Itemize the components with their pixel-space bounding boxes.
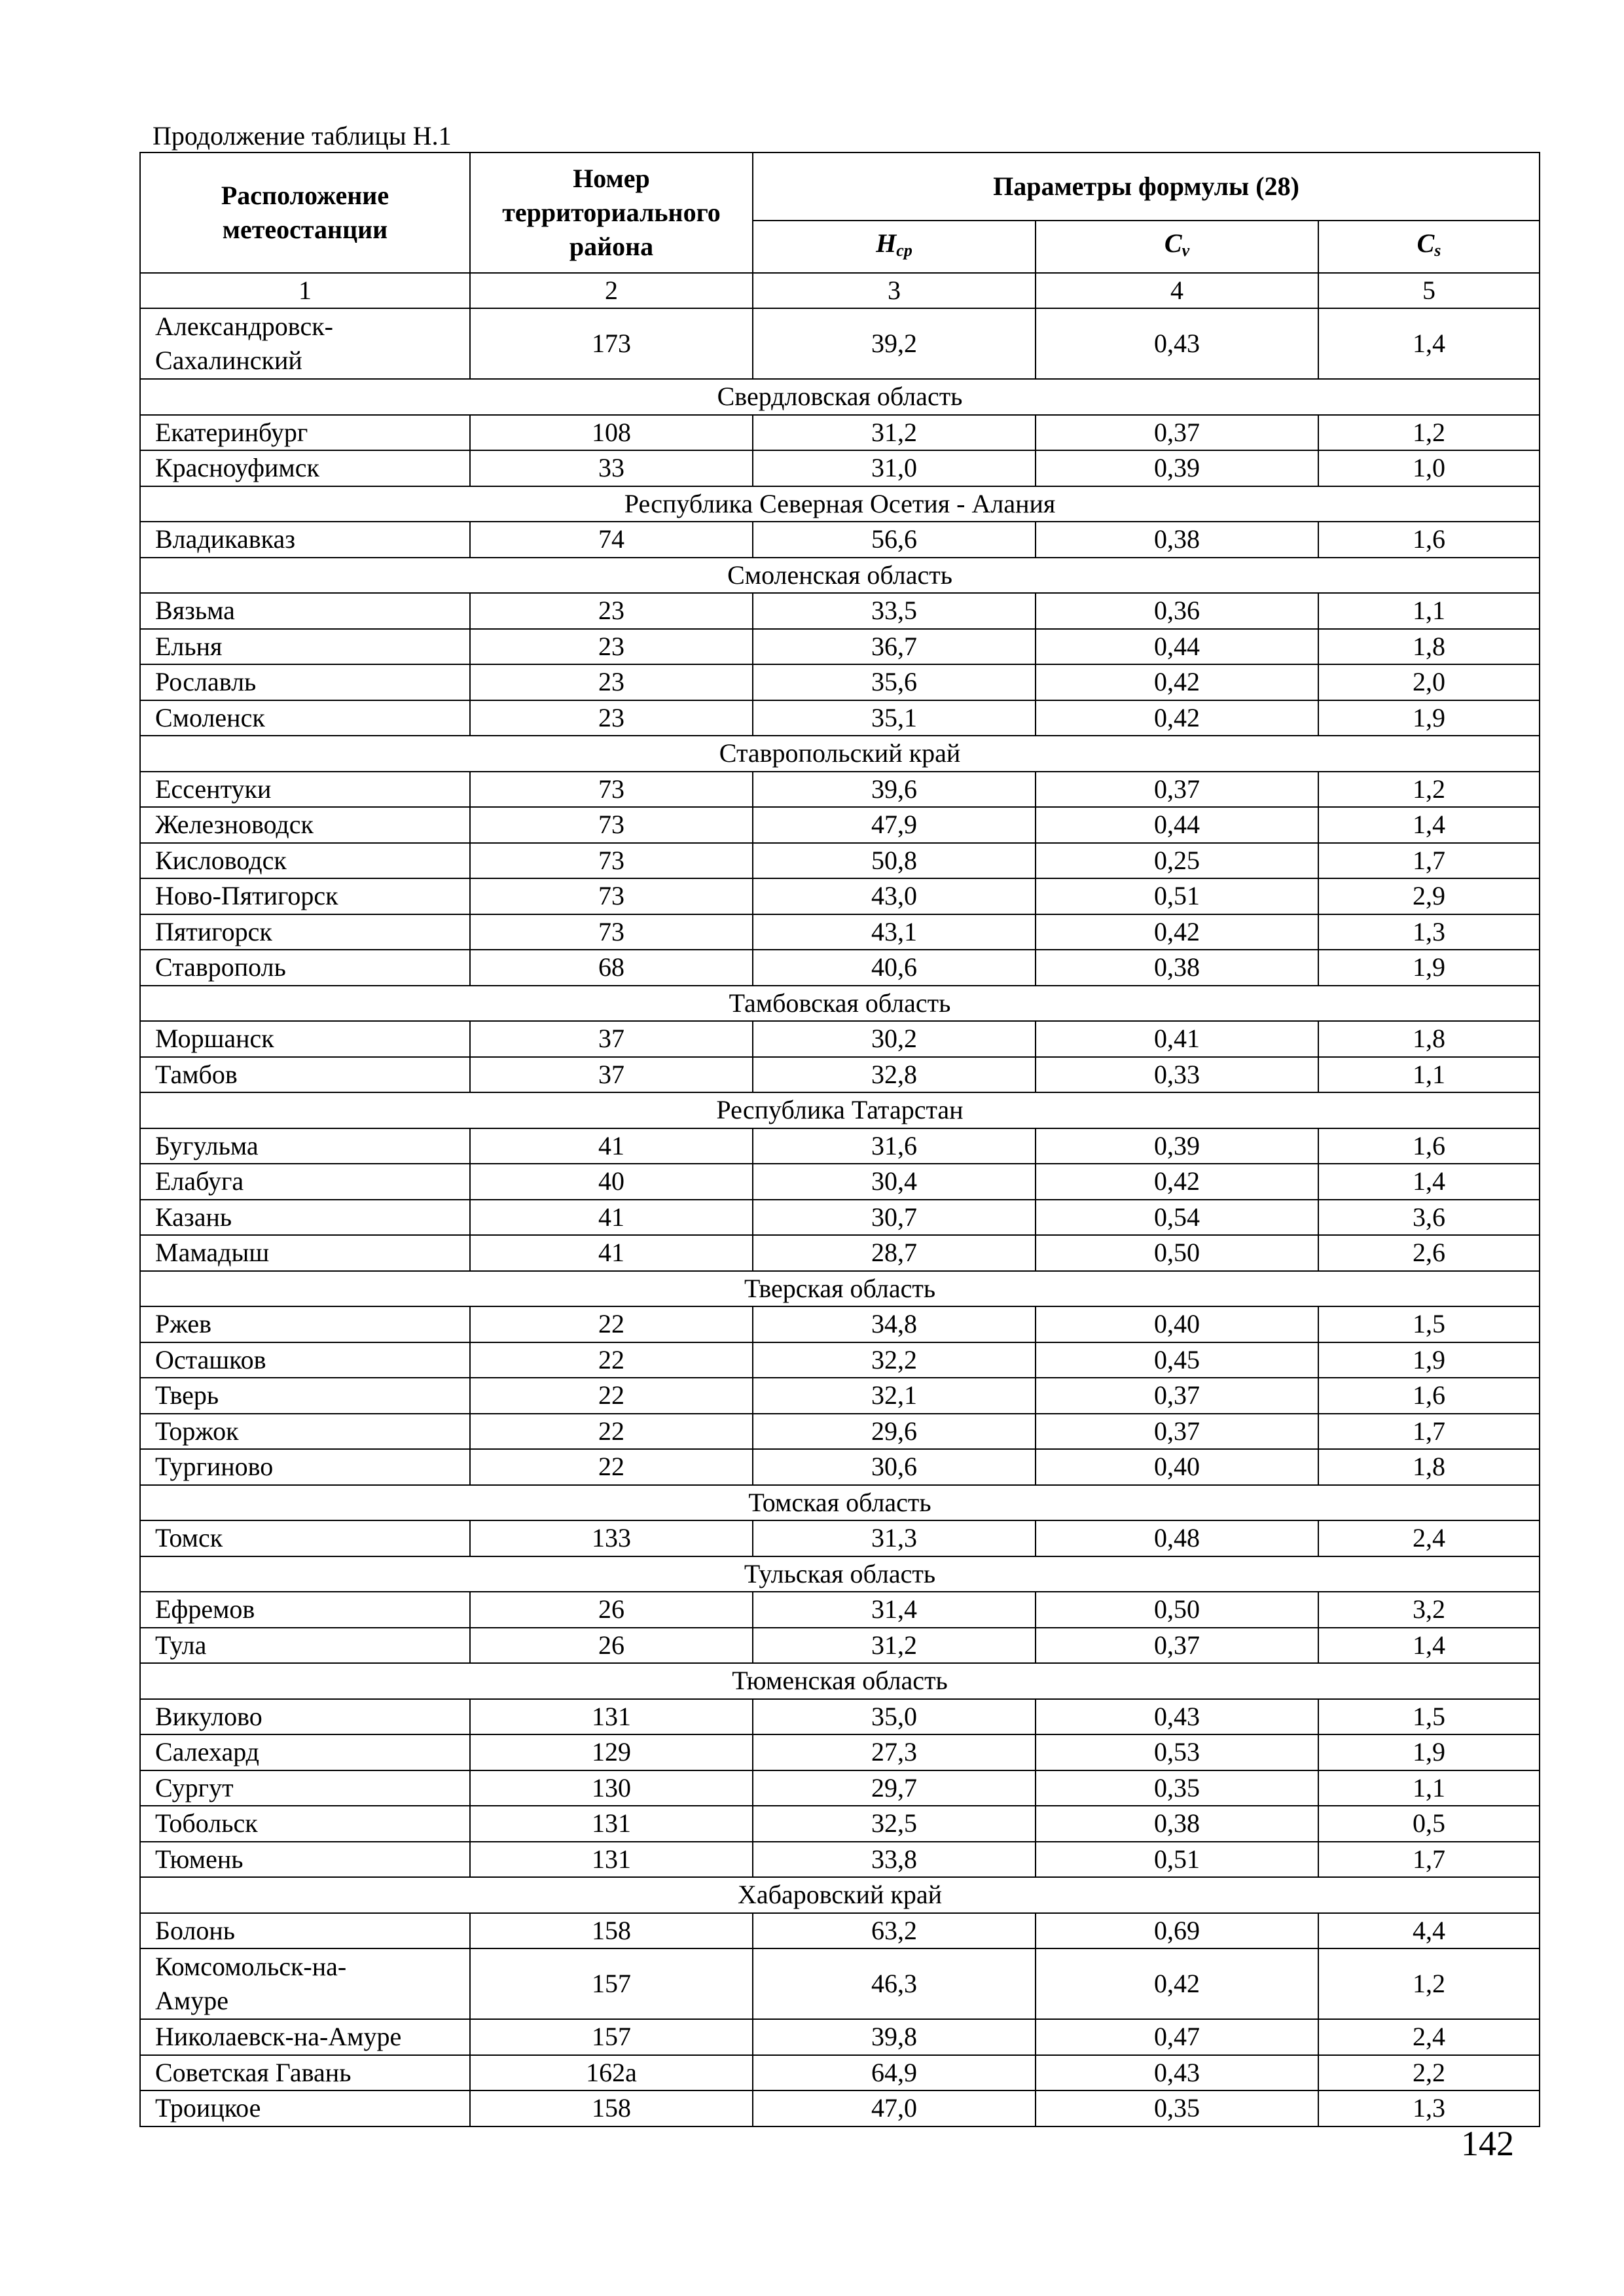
cv-cell: 0,51 bbox=[1036, 1842, 1318, 1878]
cv-cell: 0,25 bbox=[1036, 843, 1318, 879]
h-avg-cell: 31,2 bbox=[753, 1628, 1036, 1664]
h-avg-cell: 32,1 bbox=[753, 1378, 1036, 1414]
table-row bbox=[140, 1235, 1540, 1271]
cv-cell: 0,38 bbox=[1036, 522, 1318, 558]
column-number-row bbox=[140, 273, 1540, 308]
station-name-cell: Железноводск bbox=[140, 807, 470, 843]
cs-cell: 2,4 bbox=[1318, 1520, 1540, 1556]
region-group-label: Хабаровский край bbox=[140, 1877, 1540, 1913]
h-avg-cell: 39,2 bbox=[753, 308, 1036, 379]
cs-cell: 1,7 bbox=[1318, 1414, 1540, 1450]
region-number-cell: 131 bbox=[470, 1806, 753, 1842]
region-group-row bbox=[140, 1092, 1540, 1128]
region-number-cell: 158 bbox=[470, 1913, 753, 1949]
h-avg-cell: 29,6 bbox=[753, 1414, 1036, 1450]
cv-cell: 0,37 bbox=[1036, 415, 1318, 451]
header-params: Параметры формулы (28) bbox=[753, 152, 1540, 221]
station-name-cell: Елабуга bbox=[140, 1164, 470, 1200]
table-row bbox=[140, 914, 1540, 950]
cv-cell: 0,33 bbox=[1036, 1057, 1318, 1093]
station-name-cell: Салехард bbox=[140, 1734, 470, 1770]
region-number-cell: 41 bbox=[470, 1200, 753, 1236]
region-number-cell: 23 bbox=[470, 629, 753, 665]
region-number-cell: 129 bbox=[470, 1734, 753, 1770]
region-number-cell: 22 bbox=[470, 1378, 753, 1414]
region-number-cell: 37 bbox=[470, 1021, 753, 1057]
region-number-cell: 68 bbox=[470, 950, 753, 986]
region-group-label: Ставропольский край bbox=[140, 736, 1540, 772]
h-avg-cell: 28,7 bbox=[753, 1235, 1036, 1271]
station-name-cell: Мамадыш bbox=[140, 1235, 470, 1271]
table-row bbox=[140, 1414, 1540, 1450]
cs-cell: 3,2 bbox=[1318, 1592, 1540, 1628]
region-number-cell: 157 bbox=[470, 2019, 753, 2055]
region-number-cell: 26 bbox=[470, 1628, 753, 1664]
station-name-cell: Тула bbox=[140, 1628, 470, 1664]
cs-cell: 1,4 bbox=[1318, 308, 1540, 379]
cv-cell: 0,37 bbox=[1036, 772, 1318, 808]
h-avg-cell: 39,8 bbox=[753, 2019, 1036, 2055]
station-name-cell: Моршанск bbox=[140, 1021, 470, 1057]
header-station: Расположение метеостанции bbox=[140, 152, 470, 273]
header-row bbox=[140, 152, 1540, 221]
region-number-cell: 162а bbox=[470, 2055, 753, 2091]
region-group-label: Тюменская область bbox=[140, 1663, 1540, 1699]
cs-cell: 1,8 bbox=[1318, 629, 1540, 665]
cs-cell: 1,5 bbox=[1318, 1699, 1540, 1735]
table-row bbox=[140, 308, 1540, 379]
header-cs bbox=[1318, 221, 1540, 273]
h-avg-cell: 63,2 bbox=[753, 1913, 1036, 1949]
region-number-cell: 41 bbox=[470, 1235, 753, 1271]
station-name-cell: Тверь bbox=[140, 1378, 470, 1414]
region-group-row bbox=[140, 558, 1540, 594]
cv-cell: 0,47 bbox=[1036, 2019, 1318, 2055]
table-row bbox=[140, 450, 1540, 486]
region-number-cell: 133 bbox=[470, 1520, 753, 1556]
cv-cell: 0,53 bbox=[1036, 1734, 1318, 1770]
station-name-cell: Николаевск-на-Амуре bbox=[140, 2019, 470, 2055]
header-cv-main: C bbox=[1164, 228, 1182, 258]
cv-cell: 0,50 bbox=[1036, 1592, 1318, 1628]
h-avg-cell: 27,3 bbox=[753, 1734, 1036, 1770]
region-number-cell: 131 bbox=[470, 1842, 753, 1878]
region-number-cell: 33 bbox=[470, 450, 753, 486]
table-caption: Продолжение таблицы Н.1 bbox=[153, 121, 452, 151]
table-row bbox=[140, 629, 1540, 665]
header-cv-sub: v bbox=[1182, 240, 1190, 260]
table-row bbox=[140, 700, 1540, 736]
h-avg-cell: 31,4 bbox=[753, 1592, 1036, 1628]
table-row bbox=[140, 807, 1540, 843]
cs-cell: 1,4 bbox=[1318, 1628, 1540, 1664]
cs-cell: 1,4 bbox=[1318, 807, 1540, 843]
station-name-cell: Ржев bbox=[140, 1306, 470, 1342]
station-name-cell: Торжок bbox=[140, 1414, 470, 1450]
cv-cell: 0,69 bbox=[1036, 1913, 1318, 1949]
region-number-cell: 23 bbox=[470, 664, 753, 700]
cv-cell: 0,42 bbox=[1036, 664, 1318, 700]
region-group-label: Тамбовская область bbox=[140, 986, 1540, 1022]
station-name-cell: Рославль bbox=[140, 664, 470, 700]
table-row bbox=[140, 593, 1540, 629]
h-avg-cell: 34,8 bbox=[753, 1306, 1036, 1342]
region-number-cell: 26 bbox=[470, 1592, 753, 1628]
table-row bbox=[140, 843, 1540, 879]
station-name-cell: Ессентуки bbox=[140, 772, 470, 808]
h-avg-cell: 30,6 bbox=[753, 1449, 1036, 1485]
cs-cell: 1,6 bbox=[1318, 1128, 1540, 1164]
cv-cell: 0,43 bbox=[1036, 1699, 1318, 1735]
h-avg-cell: 33,8 bbox=[753, 1842, 1036, 1878]
region-number-cell: 73 bbox=[470, 772, 753, 808]
cv-cell: 0,42 bbox=[1036, 1164, 1318, 1200]
cs-cell: 1,9 bbox=[1318, 1342, 1540, 1378]
region-number-cell: 73 bbox=[470, 878, 753, 914]
h-avg-cell: 35,6 bbox=[753, 664, 1036, 700]
region-number-cell: 73 bbox=[470, 843, 753, 879]
cs-cell: 1,3 bbox=[1318, 914, 1540, 950]
cv-cell: 0,42 bbox=[1036, 1948, 1318, 2019]
region-number-cell: 74 bbox=[470, 522, 753, 558]
table-row bbox=[140, 1449, 1540, 1485]
table-row bbox=[140, 1842, 1540, 1878]
header-region-number: Номер территориального района bbox=[470, 152, 753, 273]
cv-cell: 0,43 bbox=[1036, 2055, 1318, 2091]
cs-cell: 1,7 bbox=[1318, 843, 1540, 879]
cv-cell: 0,37 bbox=[1036, 1414, 1318, 1450]
cs-cell: 3,6 bbox=[1318, 1200, 1540, 1236]
h-avg-cell: 56,6 bbox=[753, 522, 1036, 558]
region-number-cell: 22 bbox=[470, 1414, 753, 1450]
region-number-cell: 73 bbox=[470, 807, 753, 843]
table-row bbox=[140, 1913, 1540, 1949]
table-row bbox=[140, 1734, 1540, 1770]
cs-cell: 2,6 bbox=[1318, 1235, 1540, 1271]
cs-cell: 2,2 bbox=[1318, 2055, 1540, 2091]
table-row bbox=[140, 2090, 1540, 2126]
station-name-cell: Вязьма bbox=[140, 593, 470, 629]
table-row bbox=[140, 1164, 1540, 1200]
cv-cell: 0,40 bbox=[1036, 1449, 1318, 1485]
cv-cell: 0,42 bbox=[1036, 700, 1318, 736]
cs-cell: 1,9 bbox=[1318, 1734, 1540, 1770]
region-group-label: Смоленская область bbox=[140, 558, 1540, 594]
column-number: 4 bbox=[1036, 273, 1318, 308]
station-name-cell: Александровск-Сахалинский bbox=[140, 308, 470, 379]
table-row bbox=[140, 664, 1540, 700]
table-row bbox=[140, 950, 1540, 986]
h-avg-cell: 31,3 bbox=[753, 1520, 1036, 1556]
header-h-sub: ср bbox=[896, 240, 912, 260]
h-avg-cell: 46,3 bbox=[753, 1948, 1036, 2019]
station-name-cell: Троицкое bbox=[140, 2090, 470, 2126]
station-name-cell: Смоленск bbox=[140, 700, 470, 736]
cs-cell: 1,6 bbox=[1318, 1378, 1540, 1414]
station-name-cell: Болонь bbox=[140, 1913, 470, 1949]
station-name-cell: Казань bbox=[140, 1200, 470, 1236]
h-avg-cell: 31,6 bbox=[753, 1128, 1036, 1164]
table-row bbox=[140, 1378, 1540, 1414]
table-row bbox=[140, 522, 1540, 558]
station-name-cell: Комсомольск-на-Амуре bbox=[140, 1948, 470, 2019]
region-group-row bbox=[140, 486, 1540, 522]
table-row bbox=[140, 1306, 1540, 1342]
cv-cell: 0,51 bbox=[1036, 878, 1318, 914]
cv-cell: 0,35 bbox=[1036, 1770, 1318, 1806]
cs-cell: 1,7 bbox=[1318, 1842, 1540, 1878]
cs-cell: 1,1 bbox=[1318, 1057, 1540, 1093]
h-avg-cell: 31,2 bbox=[753, 415, 1036, 451]
h-avg-cell: 50,8 bbox=[753, 843, 1036, 879]
header-h-main: H bbox=[876, 228, 897, 258]
region-group-row bbox=[140, 736, 1540, 772]
cv-cell: 0,37 bbox=[1036, 1628, 1318, 1664]
station-name-cell: Ельня bbox=[140, 629, 470, 665]
header-cs-main: C bbox=[1416, 228, 1435, 258]
region-group-label: Тверская область bbox=[140, 1271, 1540, 1307]
region-number-cell: 73 bbox=[470, 914, 753, 950]
region-group-row bbox=[140, 1271, 1540, 1307]
region-group-row bbox=[140, 379, 1540, 415]
cv-cell: 0,38 bbox=[1036, 1806, 1318, 1842]
table-row bbox=[140, 1520, 1540, 1556]
region-number-cell: 22 bbox=[470, 1342, 753, 1378]
table-body bbox=[140, 308, 1540, 2126]
data-table bbox=[139, 152, 1540, 2127]
column-number: 3 bbox=[753, 273, 1036, 308]
h-avg-cell: 32,5 bbox=[753, 1806, 1036, 1842]
cs-cell: 2,9 bbox=[1318, 878, 1540, 914]
region-number-cell: 37 bbox=[470, 1057, 753, 1093]
cs-cell: 1,6 bbox=[1318, 522, 1540, 558]
h-avg-cell: 35,0 bbox=[753, 1699, 1036, 1735]
cs-cell: 2,4 bbox=[1318, 2019, 1540, 2055]
station-name-cell: Ставрополь bbox=[140, 950, 470, 986]
region-number-cell: 130 bbox=[470, 1770, 753, 1806]
table-row bbox=[140, 1128, 1540, 1164]
region-group-row bbox=[140, 1485, 1540, 1521]
cs-cell: 1,5 bbox=[1318, 1306, 1540, 1342]
table-row bbox=[140, 1948, 1540, 2019]
station-name-cell: Тургиново bbox=[140, 1449, 470, 1485]
region-group-row bbox=[140, 986, 1540, 1022]
h-avg-cell: 47,9 bbox=[753, 807, 1036, 843]
header-cs-sub: s bbox=[1434, 240, 1441, 260]
station-name-cell: Тамбов bbox=[140, 1057, 470, 1093]
station-name-cell: Тюмень bbox=[140, 1842, 470, 1878]
cs-cell: 1,2 bbox=[1318, 1948, 1540, 2019]
cv-cell: 0,41 bbox=[1036, 1021, 1318, 1057]
station-name-cell: Томск bbox=[140, 1520, 470, 1556]
h-avg-cell: 33,5 bbox=[753, 593, 1036, 629]
station-name-cell: Ново-Пятигорск bbox=[140, 878, 470, 914]
station-name-cell: Бугульма bbox=[140, 1128, 470, 1164]
cs-cell: 1,1 bbox=[1318, 593, 1540, 629]
h-avg-cell: 35,1 bbox=[753, 700, 1036, 736]
cv-cell: 0,50 bbox=[1036, 1235, 1318, 1271]
header-cv bbox=[1036, 221, 1318, 273]
cv-cell: 0,39 bbox=[1036, 1128, 1318, 1164]
h-avg-cell: 30,7 bbox=[753, 1200, 1036, 1236]
h-avg-cell: 30,4 bbox=[753, 1164, 1036, 1200]
table-row bbox=[140, 2019, 1540, 2055]
cv-cell: 0,45 bbox=[1036, 1342, 1318, 1378]
cv-cell: 0,39 bbox=[1036, 450, 1318, 486]
cs-cell: 1,2 bbox=[1318, 772, 1540, 808]
h-avg-cell: 64,9 bbox=[753, 2055, 1036, 2091]
h-avg-cell: 29,7 bbox=[753, 1770, 1036, 1806]
cv-cell: 0,43 bbox=[1036, 308, 1318, 379]
cv-cell: 0,44 bbox=[1036, 629, 1318, 665]
cs-cell: 1,2 bbox=[1318, 415, 1540, 451]
region-number-cell: 40 bbox=[470, 1164, 753, 1200]
station-name-cell: Ефремов bbox=[140, 1592, 470, 1628]
cs-cell: 1,8 bbox=[1318, 1021, 1540, 1057]
h-avg-cell: 43,0 bbox=[753, 878, 1036, 914]
region-number-cell: 23 bbox=[470, 593, 753, 629]
h-avg-cell: 32,2 bbox=[753, 1342, 1036, 1378]
header-h-avg bbox=[753, 221, 1036, 273]
cs-cell: 1,9 bbox=[1318, 950, 1540, 986]
region-number-cell: 22 bbox=[470, 1449, 753, 1485]
table-row bbox=[140, 1342, 1540, 1378]
page-number: 142 bbox=[1461, 2124, 1514, 2163]
cs-cell: 1,8 bbox=[1318, 1449, 1540, 1485]
cv-cell: 0,36 bbox=[1036, 593, 1318, 629]
column-number: 2 bbox=[470, 273, 753, 308]
region-group-label: Республика Северная Осетия - Алания bbox=[140, 486, 1540, 522]
table-row bbox=[140, 1770, 1540, 1806]
cv-cell: 0,54 bbox=[1036, 1200, 1318, 1236]
cv-cell: 0,42 bbox=[1036, 914, 1318, 950]
cv-cell: 0,44 bbox=[1036, 807, 1318, 843]
region-group-row bbox=[140, 1877, 1540, 1913]
column-number: 5 bbox=[1318, 273, 1540, 308]
h-avg-cell: 30,2 bbox=[753, 1021, 1036, 1057]
column-number: 1 bbox=[140, 273, 470, 308]
table-row bbox=[140, 1628, 1540, 1664]
station-name-cell: Тобольск bbox=[140, 1806, 470, 1842]
station-name-cell: Красноуфимск bbox=[140, 450, 470, 486]
station-name-cell: Пятигорск bbox=[140, 914, 470, 950]
region-number-cell: 41 bbox=[470, 1128, 753, 1164]
cv-cell: 0,40 bbox=[1036, 1306, 1318, 1342]
region-number-cell: 157 bbox=[470, 1948, 753, 2019]
station-name-cell: Советская Гавань bbox=[140, 2055, 470, 2091]
cv-cell: 0,37 bbox=[1036, 1378, 1318, 1414]
region-group-label: Томская область bbox=[140, 1485, 1540, 1521]
region-number-cell: 131 bbox=[470, 1699, 753, 1735]
region-number-cell: 23 bbox=[470, 700, 753, 736]
h-avg-cell: 31,0 bbox=[753, 450, 1036, 486]
table-row bbox=[140, 1806, 1540, 1842]
region-group-row bbox=[140, 1663, 1540, 1699]
table-row bbox=[140, 1699, 1540, 1735]
cs-cell: 4,4 bbox=[1318, 1913, 1540, 1949]
region-group-label: Республика Татарстан bbox=[140, 1092, 1540, 1128]
station-name-cell: Владикавказ bbox=[140, 522, 470, 558]
cs-cell: 1,3 bbox=[1318, 2090, 1540, 2126]
table-row bbox=[140, 1200, 1540, 1236]
station-name-cell: Екатеринбург bbox=[140, 415, 470, 451]
h-avg-cell: 36,7 bbox=[753, 629, 1036, 665]
region-group-label: Свердловская область bbox=[140, 379, 1540, 415]
cs-cell: 1,0 bbox=[1318, 450, 1540, 486]
cs-cell: 1,4 bbox=[1318, 1164, 1540, 1200]
cv-cell: 0,48 bbox=[1036, 1520, 1318, 1556]
region-number-cell: 173 bbox=[470, 308, 753, 379]
station-name-cell: Кисловодск bbox=[140, 843, 470, 879]
table-row bbox=[140, 1592, 1540, 1628]
cv-cell: 0,38 bbox=[1036, 950, 1318, 986]
table-row bbox=[140, 1057, 1540, 1093]
region-number-cell: 158 bbox=[470, 2090, 753, 2126]
region-number-cell: 22 bbox=[470, 1306, 753, 1342]
table-row bbox=[140, 772, 1540, 808]
cs-cell: 1,9 bbox=[1318, 700, 1540, 736]
h-avg-cell: 47,0 bbox=[753, 2090, 1036, 2126]
table-row bbox=[140, 2055, 1540, 2091]
h-avg-cell: 43,1 bbox=[753, 914, 1036, 950]
table-row bbox=[140, 1021, 1540, 1057]
station-name-cell: Викулово bbox=[140, 1699, 470, 1735]
station-name-cell: Сургут bbox=[140, 1770, 470, 1806]
h-avg-cell: 32,8 bbox=[753, 1057, 1036, 1093]
region-group-row bbox=[140, 1556, 1540, 1592]
table-row bbox=[140, 878, 1540, 914]
table-row bbox=[140, 415, 1540, 451]
region-group-label: Тульская область bbox=[140, 1556, 1540, 1592]
h-avg-cell: 39,6 bbox=[753, 772, 1036, 808]
cs-cell: 2,0 bbox=[1318, 664, 1540, 700]
station-name-cell: Осташков bbox=[140, 1342, 470, 1378]
region-number-cell: 108 bbox=[470, 415, 753, 451]
h-avg-cell: 40,6 bbox=[753, 950, 1036, 986]
cs-cell: 0,5 bbox=[1318, 1806, 1540, 1842]
cv-cell: 0,35 bbox=[1036, 2090, 1318, 2126]
cs-cell: 1,1 bbox=[1318, 1770, 1540, 1806]
